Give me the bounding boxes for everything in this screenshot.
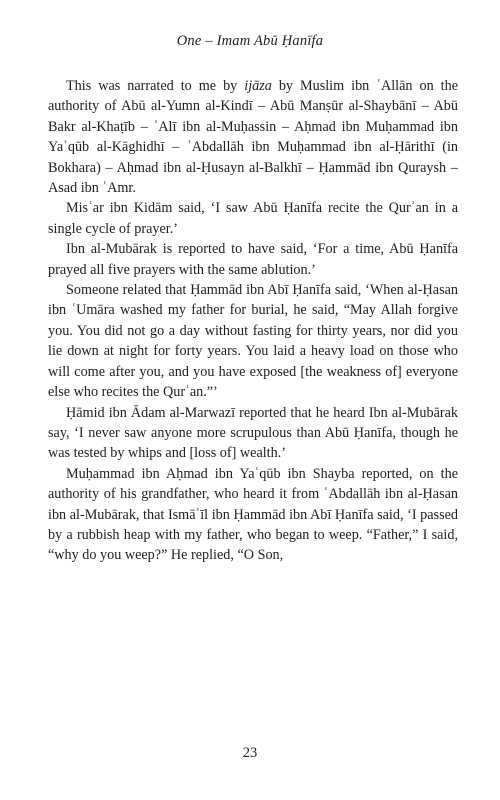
paragraph: Ḥāmid ibn Ādam al-Marwazī reported that he heard Ibn al-Mubārak say, ‘I never saw anyone more scrupulous than Abū Ḥanīfa, though he was tested by whips and [loss of] wealth.’ xyxy=(48,404,458,462)
italic-term: ijāza xyxy=(244,78,272,94)
paragraph: Someone related that Ḥammād ibn Abī Ḥanīfa said, ‘When al-Ḥasan ibn ʿUmāra washed my father for burial, he said, “May Allah forgive you. You did not go a day without fasting for thirty years, nor did you lie down at night for forty years. You laid a heavy load on those who will come after you, and you have exposed [the weakness of] everyone else who recites the Qurʾan.”’ xyxy=(48,282,458,401)
paragraph: Ibn al-Mubārak is reported to have said, ‘For a time, Abū Ḥanīfa prayed all five prayers with the same ablution.’ xyxy=(48,241,458,278)
body-text xyxy=(48,76,458,566)
paragraph: Misʿar ibn Kidām said, ‘I saw Abū Ḥanīfa recite the Qurʾan in a single cycle of prayer.’ xyxy=(48,200,458,237)
running-head: One – Imam Abū Ḥanīfa xyxy=(176,33,324,49)
paragraph: Muḥammad ibn Aḥmad ibn Yaʿqūb ibn Shayba reported, on the authority of his grandfather, who heard it from ʿAbdallāh ibn al-Ḥasan ibn al-Mubārak, that Ismāʿīl ibn Ḥammād ibn Abī Ḥanīfa said, ‘I passed by a rubbish heap with my father, who began to weep. “Father,” I said, “why do you weep?” He replied, “O Son, xyxy=(48,465,458,564)
paragraph xyxy=(48,76,458,198)
paragraph-text: by Muslim ibn ʿAllān on the authority of Abū al-Yumn al-Kindī – Abū Manṣūr al-Shaybānī – Abū Bakr al-Khaṭīb – ʿAlī ibn al-Muḥassin – Aḥmad ibn Muḥammad ibn Yaʿqūb al-Kāghidhī – ʿAbdallāh ibn Muḥammad ibn al-Ḥārithī (in Bokhara) – Aḥmad ibn al-Ḥusayn al-Balkhī – Ḥammād ibn Quraysh – Asad ibn ʿAmr. xyxy=(48,78,459,197)
page-number: 23 xyxy=(242,745,258,761)
paragraph-text: This was narrated to me by xyxy=(66,78,245,94)
